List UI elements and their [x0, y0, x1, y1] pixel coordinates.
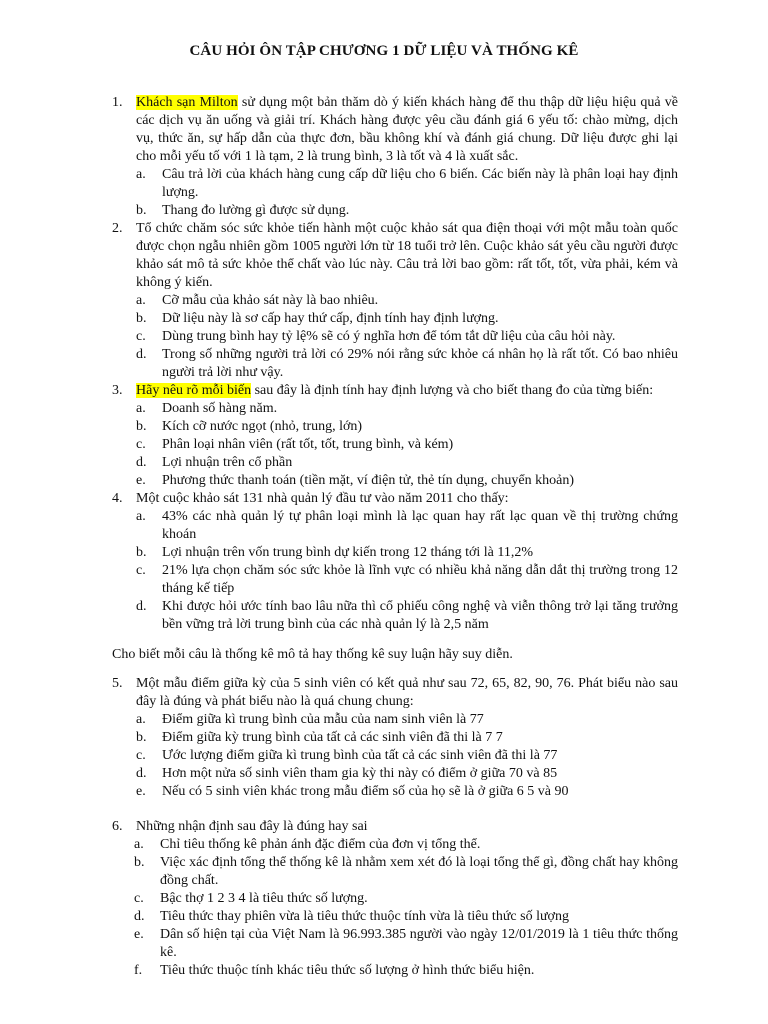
subitem	[112, 292, 678, 310]
question-3	[112, 382, 678, 400]
question-6	[112, 818, 678, 836]
subitem-text: Cỡ mẫu của khảo sát này là bao nhiêu.	[162, 293, 379, 308]
question-1	[112, 94, 678, 166]
spacer	[112, 801, 678, 818]
subitem	[112, 836, 678, 854]
document-body	[112, 94, 678, 980]
question-2	[112, 220, 678, 292]
subitem-letter: c.	[136, 437, 146, 452]
subitem-letter: c.	[136, 329, 146, 344]
question-number: 6.	[112, 819, 123, 834]
subitem-letter: a.	[134, 837, 144, 852]
subitem-letter: d.	[136, 599, 147, 614]
subitem-text: Phân loại nhân viên (rất tốt, tốt, trung bình, và kém)	[162, 437, 454, 452]
subitem	[112, 854, 678, 890]
subitem	[112, 765, 678, 783]
subitem-letter: b.	[136, 203, 147, 218]
subitem-text: Chỉ tiêu thống kê phản ánh đặc điểm của đơn vị tổng thể.	[160, 837, 481, 852]
document-title: CÂU HỎI ÔN TẬP CHƯƠNG 1 DỮ LIỆU VÀ THỐNG KÊ	[189, 43, 579, 59]
question-text: Một cuộc khảo sát 131 nhà quản lý đầu tư vào năm 2011 cho thấy:	[136, 491, 509, 506]
subitem-letter: f.	[134, 963, 143, 978]
question-4	[112, 490, 678, 508]
subitem-text: Việc xác định tổng thể thống kê là nhằm xem xét đó là loại tổng thể gì, đồng chất hay không đồng chất.	[160, 855, 678, 888]
subitem	[112, 926, 678, 962]
subitem-letter: b.	[136, 730, 147, 745]
instruction-note: Cho biết mỗi câu là thống kê mô tả hay thống kê suy luận hãy suy diễn.	[112, 647, 513, 662]
highlighted-text: Hãy nêu rõ mỗi biến	[136, 383, 252, 398]
subitems-q1	[112, 166, 678, 220]
question-5	[112, 675, 678, 711]
question-number: 2.	[112, 221, 123, 236]
subitem-letter: a.	[136, 293, 146, 308]
subitem-text: Phương thức thanh toán (tiền mặt, ví điện tử, thẻ tín dụng, chuyển khoản)	[162, 473, 574, 488]
subitems-q6	[112, 836, 678, 980]
subitem	[112, 400, 678, 418]
subitem-letter: b.	[136, 545, 147, 560]
question-number: 5.	[112, 676, 123, 691]
subitem	[112, 747, 678, 765]
subitem-letter: a.	[136, 167, 146, 182]
subitem-text: Hơn một nửa số sinh viên tham gia kỳ thi này có điểm ở giữa 70 và 85	[162, 766, 558, 781]
question-number: 4.	[112, 491, 123, 506]
subitem-text: Điểm giữa kỳ trung bình của tất cả các sinh viên đã thi là 7 7	[162, 730, 503, 745]
subitems-q2	[112, 292, 678, 382]
spacer	[112, 664, 678, 675]
subitem	[112, 310, 678, 328]
subitem	[112, 346, 678, 382]
subitem	[112, 783, 678, 801]
subitem-text: Dùng trung bình hay tỷ lệ% sẽ có ý nghĩa hơn để tóm tắt dữ liệu của câu hỏi này.	[162, 329, 616, 344]
question-text: Những nhận định sau đây là đúng hay sai	[136, 819, 368, 834]
subitem-letter: b.	[136, 419, 147, 434]
subitem	[112, 562, 678, 598]
subitem-text: Ước lượng điểm giữa kì trung bình của tất cả các sinh viên đã thi là 77	[162, 748, 558, 763]
question-text: Tổ chức chăm sóc sức khỏe tiến hành một cuộc khảo sát qua điện thoại với một mẫu toàn quốc được chọn ngẫu nhiên gồm 1005 người lớn từ 18 tuổi trở lên. Cuộc khảo sát yêu cầu người được khảo sát mô tả sức khỏe thể chất vào lúc này. Câu trả lời bao gồm: rất tốt, tốt, vừa phải, kém và không ý kiến.	[136, 221, 678, 290]
subitem	[112, 598, 678, 634]
subitem	[112, 454, 678, 472]
subitem	[112, 166, 678, 202]
subitem-text: Dân số hiện tại của Việt Nam là 96.993.385 người vào ngày 12/01/2019 là 1 tiêu thức thống kê.	[160, 927, 678, 960]
subitem-letter: d.	[136, 766, 147, 781]
question-number: 3.	[112, 383, 123, 398]
subitem-text: Dữ liệu này là sơ cấp hay thứ cấp, định tính hay định lượng.	[162, 311, 499, 326]
subitem-letter: c.	[136, 748, 146, 763]
subitem-text: Câu trả lời của khách hàng cung cấp dữ liệu cho 6 biến. Các biến này là phân loại hay định lượng.	[162, 167, 678, 200]
subitem-letter: c.	[136, 563, 146, 578]
subitem	[112, 436, 678, 454]
subitem	[112, 908, 678, 926]
subitems-q4	[112, 508, 678, 634]
subitem-text: Bậc thợ 1 2 3 4 là tiêu thức số lượng.	[160, 891, 368, 906]
subitem	[112, 418, 678, 436]
subitem-text: 21% lựa chọn chăm sóc sức khỏe là lĩnh vực có nhiều khả năng dẫn dắt thị trường trong 12 tháng kế tiếp	[162, 563, 678, 596]
subitem-text: Lợi nhuận trên cổ phần	[162, 455, 293, 470]
subitem	[112, 890, 678, 908]
subitem-letter: e.	[136, 784, 146, 799]
subitem-text: Tiêu thức thay phiên vừa là tiêu thức thuộc tính vừa là tiêu thức số lượng	[160, 909, 569, 924]
subitem-letter: d.	[136, 347, 147, 362]
question-text	[136, 94, 678, 166]
subitem-text: Thang đo lường gì được sử dụng.	[162, 203, 350, 218]
subitem-letter: d.	[134, 909, 145, 924]
subitem-text: Kích cỡ nước ngọt (nhỏ, trung, lớn)	[162, 419, 363, 434]
subitem	[112, 544, 678, 562]
subitem-text: Khi được hỏi ước tính bao lâu nữa thì cổ phiếu công nghệ và viễn thông trở lại tăng trưởng bền vững trả lời trung bình của các nhà quản lý là 2,5 năm	[162, 599, 678, 632]
subitem-letter: b.	[134, 855, 145, 870]
subitem-letter: c.	[134, 891, 144, 906]
subitem-letter: d.	[136, 455, 147, 470]
highlighted-text: Khách sạn Milton	[136, 95, 238, 110]
subitem-text: Nếu có 5 sinh viên khác trong mẫu điểm số của họ sẽ là ở giữa 6 5 và 90	[162, 784, 569, 799]
subitem	[112, 711, 678, 729]
subitem-letter: a.	[136, 509, 146, 524]
subitem-text: Doanh số hàng năm.	[162, 401, 278, 416]
subitem	[112, 962, 678, 980]
question-text: Một mẫu điểm giữa kỳ của 5 sinh viên có kết quả như sau 72, 65, 82, 90, 76. Phát biểu nào sau đây là đúng và phát biểu nào là quá chung chung:	[136, 676, 678, 709]
subitem-letter: e.	[134, 927, 144, 942]
question-text	[136, 382, 678, 400]
subitem	[112, 472, 678, 490]
question-body: sau đây là định tính hay định lượng và cho biết thang đo của từng biến:	[251, 383, 654, 398]
subitem	[112, 328, 678, 346]
subitem-letter: a.	[136, 712, 146, 727]
subitem	[112, 508, 678, 544]
subitems-q3	[112, 400, 678, 490]
subitem-text: 43% các nhà quản lý tự phân loại mình là lạc quan hay rất lạc quan về thị trường chứng khoán	[162, 509, 678, 542]
subitem	[112, 202, 678, 220]
subitem-text: Lợi nhuận trên vốn trung bình dự kiến trong 12 tháng tới là 11,2%	[162, 545, 534, 560]
subitem-text: Trong số những người trả lời có 29% nói rằng sức khỏe cá nhân họ là rất tốt. Có bao nhiêu người trả lời như vậy.	[162, 347, 678, 380]
subitem	[112, 729, 678, 747]
subitem-letter: a.	[136, 401, 146, 416]
subitem-letter: b.	[136, 311, 147, 326]
subitem-text: Tiêu thức thuộc tính khác tiêu thức số lượng ở hình thức biểu hiện.	[160, 963, 535, 978]
subitem-text: Điểm giữa kì trung bình của mẫu của nam sinh viên là 77	[162, 712, 484, 727]
question-body: sử dụng một bản thăm dò ý kiến khách hàng để thu thập dữ liệu hiệu quả về các dịch vụ ăn uống và giải trí. Khách hàng được yêu cầu đánh giá 6 yếu tố: chào mừng, dịch vụ, thức ăn, sự hấp dẫn của thực đơn, bầu không khí và đánh giá chung. Dữ liệu được ghi lại cho mỗi yếu tố với 1 là tạm, 2 là trung bình, 3 là tốt và 4 là xuất sắc.	[136, 95, 678, 164]
question-number: 1.	[112, 95, 123, 110]
subitems-q5	[112, 711, 678, 801]
subitem-letter: e.	[136, 473, 146, 488]
